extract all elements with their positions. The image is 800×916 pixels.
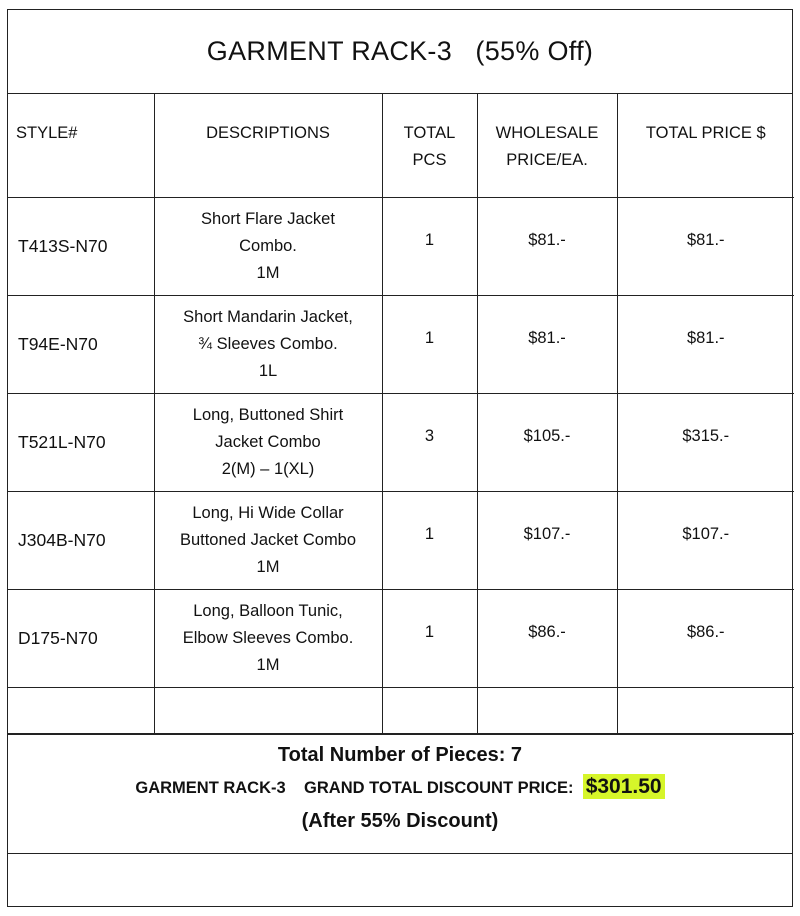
header-wholesale-price xyxy=(477,94,617,197)
header-style: STYLE# xyxy=(8,94,154,197)
empty-cell xyxy=(617,687,794,733)
style-cell: D175-N70 xyxy=(8,589,154,687)
empty-row xyxy=(8,687,794,733)
description-cell xyxy=(154,491,382,589)
table-row xyxy=(8,589,794,687)
wholesale-price-cell: $107.- xyxy=(477,491,617,589)
table-row xyxy=(8,491,794,589)
style-cell: T413S-N70 xyxy=(8,197,154,295)
description-line: Short Mandarin Jacket, xyxy=(183,307,353,326)
empty-cell xyxy=(382,687,477,733)
description-line: 1L xyxy=(258,361,278,380)
header-total-pcs-line1: TOTAL xyxy=(403,124,456,142)
description-line: Buttoned Jacket Combo xyxy=(179,530,357,549)
description-line: 2(M) – 1(XL) xyxy=(221,459,315,478)
summary-section xyxy=(8,734,792,854)
grand-total-line xyxy=(8,773,792,802)
pcs-cell: 1 xyxy=(382,295,477,393)
style-cell: T521L-N70 xyxy=(8,393,154,491)
total-pieces: Total Number of Pieces: 7 xyxy=(277,744,523,766)
header-total-pcs-line2: PCS xyxy=(412,151,447,169)
description-line: Long, Hi Wide Collar xyxy=(192,503,344,522)
pcs-cell: 1 xyxy=(382,589,477,687)
empty-cell xyxy=(8,687,154,733)
pcs-cell: 1 xyxy=(382,197,477,295)
header-row xyxy=(8,94,794,197)
wholesale-price-cell: $81.- xyxy=(477,197,617,295)
grand-total-label: GARMENT RACK-3 GRAND TOTAL DISCOUNT PRICE: xyxy=(135,779,583,797)
description-line: Combo. xyxy=(239,236,297,255)
description-cell xyxy=(154,589,382,687)
sheet-title: GARMENT RACK-3 (55% Off) xyxy=(8,10,792,94)
description-line: Long, Balloon Tunic, xyxy=(193,601,343,620)
wholesale-price-cell: $105.- xyxy=(477,393,617,491)
description-cell xyxy=(154,295,382,393)
style-cell: J304B-N70 xyxy=(8,491,154,589)
description-line: Long, Buttoned Shirt xyxy=(192,405,344,424)
total-price-cell: $81.- xyxy=(617,197,794,295)
table-row xyxy=(8,197,794,295)
description-line: 1M xyxy=(256,655,280,674)
after-discount-note: (After 55% Discount) xyxy=(301,810,499,832)
description-line: Short Flare Jacket xyxy=(201,209,335,228)
table-row xyxy=(8,393,794,491)
description-line: Elbow Sleeves Combo. xyxy=(182,628,354,647)
wholesale-price-cell: $81.- xyxy=(477,295,617,393)
total-price-cell: $107.- xyxy=(617,491,794,589)
description-line: 1M xyxy=(256,557,280,576)
total-price-cell: $81.- xyxy=(617,295,794,393)
price-sheet xyxy=(7,9,793,907)
garment-table xyxy=(8,94,794,734)
table-row xyxy=(8,295,794,393)
pcs-cell: 3 xyxy=(382,393,477,491)
header-wholesale-line2: PRICE/EA. xyxy=(506,151,588,169)
total-price-cell: $315.- xyxy=(617,393,794,491)
empty-cell xyxy=(154,687,382,733)
description-line: ¾ Sleeves Combo. xyxy=(198,334,338,353)
pcs-cell: 1 xyxy=(382,491,477,589)
header-wholesale-line1: WHOLESALE xyxy=(495,124,599,142)
description-cell xyxy=(154,393,382,491)
empty-cell xyxy=(477,687,617,733)
header-total-pcs xyxy=(382,94,477,197)
total-price-cell: $86.- xyxy=(617,589,794,687)
description-cell xyxy=(154,197,382,295)
header-descriptions: DESCRIPTIONS xyxy=(154,94,382,197)
description-line: 1M xyxy=(256,263,280,282)
header-total-price: TOTAL PRICE $ xyxy=(617,94,794,197)
grand-total-value: $301.50 xyxy=(583,774,665,799)
wholesale-price-cell: $86.- xyxy=(477,589,617,687)
style-cell: T94E-N70 xyxy=(8,295,154,393)
description-line: Jacket Combo xyxy=(215,432,321,451)
